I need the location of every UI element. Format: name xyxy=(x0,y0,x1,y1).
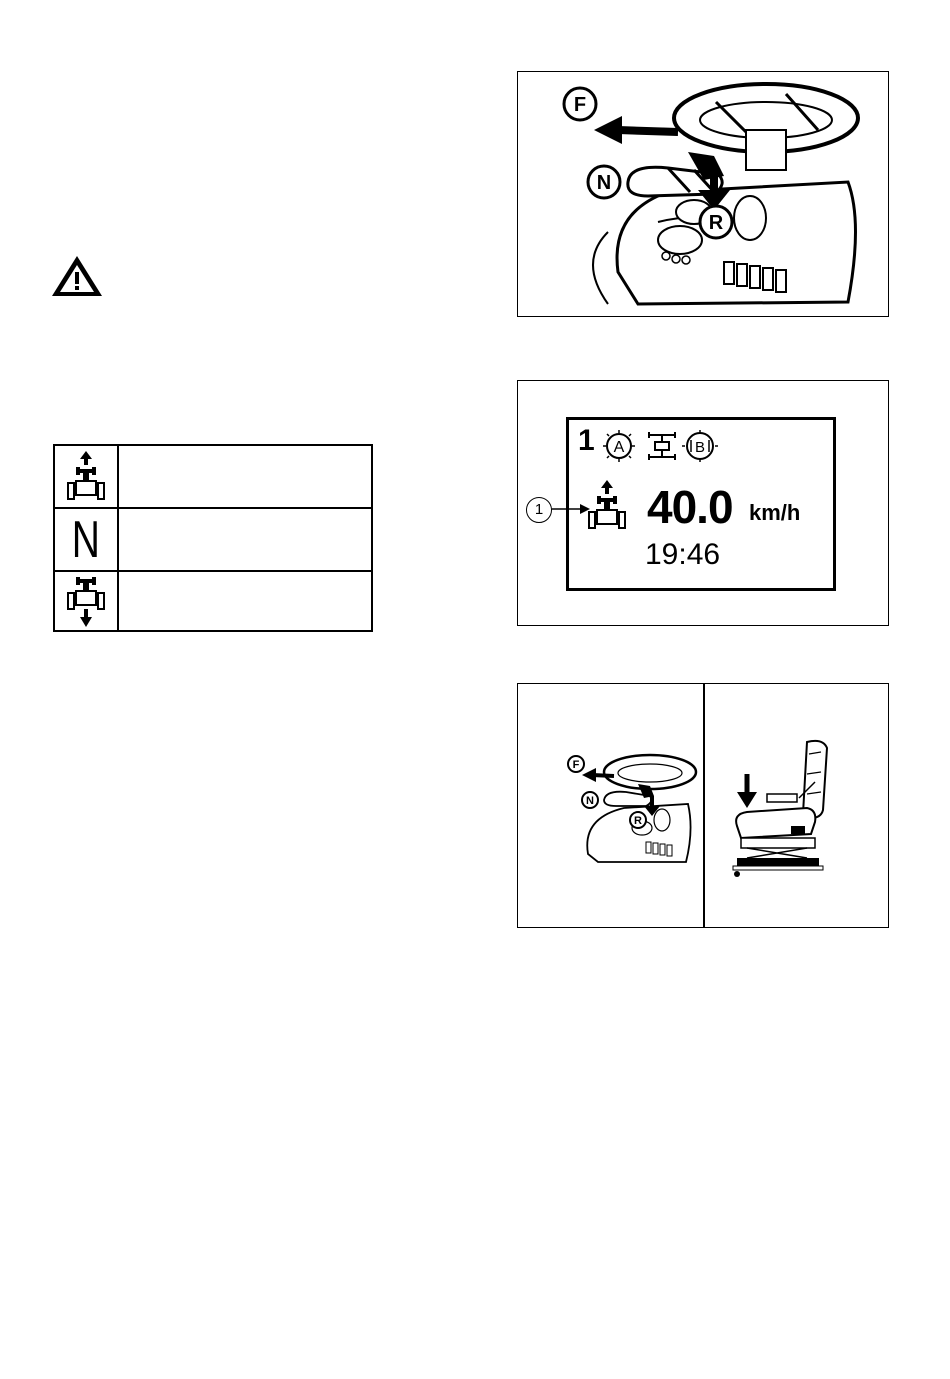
display-screen xyxy=(566,417,836,591)
auto-gear-icon xyxy=(599,428,639,464)
small-label-neutral: N xyxy=(586,795,594,807)
callout-arrow-icon xyxy=(552,502,592,516)
instrument-display-figure xyxy=(517,380,889,626)
neutral-symbol: N xyxy=(71,510,101,569)
svg-text:B: B xyxy=(694,439,706,456)
gear-number: 1 xyxy=(578,424,595,457)
tractor-forward-icon xyxy=(64,449,108,505)
operator-seat-illustration xyxy=(723,734,853,884)
label-reverse: R xyxy=(708,212,724,234)
clock-readout: 19:46 xyxy=(645,538,721,571)
small-label-reverse: R xyxy=(634,815,642,827)
warning-triangle-icon xyxy=(50,254,104,298)
shuttle-lever-small-illustration xyxy=(558,744,698,869)
label-neutral: N xyxy=(596,172,612,194)
axle-lock-icon xyxy=(645,428,679,464)
callout-marker: 1 xyxy=(526,497,552,523)
speed-unit: km/h xyxy=(749,500,801,525)
speed-value: 40.0 xyxy=(647,481,733,533)
svg-text:A: A xyxy=(613,439,625,456)
small-label-forward: F xyxy=(572,759,580,771)
table-row-reverse xyxy=(55,572,371,630)
shuttle-lever-illustration xyxy=(518,72,887,315)
tractor-reverse-icon xyxy=(64,573,108,629)
shuttle-and-seat-figure xyxy=(517,683,889,928)
table-row-neutral xyxy=(55,509,371,572)
neutral-cell xyxy=(55,509,119,570)
shuttle-lever-figure xyxy=(517,71,889,317)
reverse-cell xyxy=(55,572,119,630)
direction-symbol-table xyxy=(53,444,373,632)
figure-divider xyxy=(703,684,705,927)
table-row-forward xyxy=(55,446,371,509)
label-forward: F xyxy=(573,94,587,116)
diff-lock-icon xyxy=(679,428,721,464)
forward-cell xyxy=(55,446,119,507)
